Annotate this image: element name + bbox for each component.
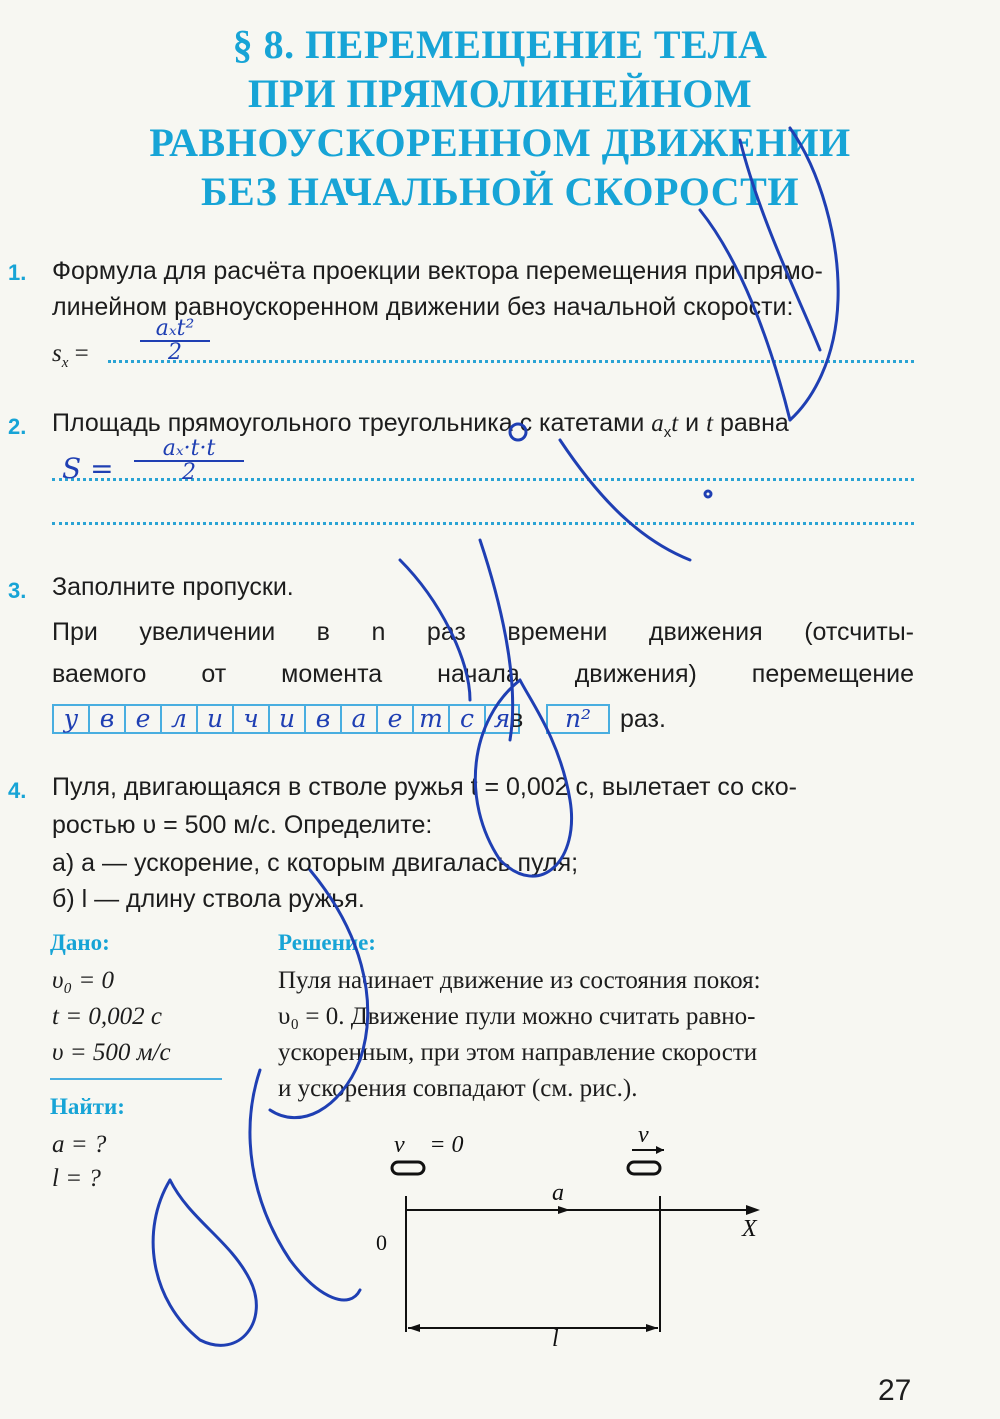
task-3-letter-cell[interactable]: е (376, 704, 412, 734)
find-2: l = ? (52, 1165, 101, 1192)
solution-line-4: и ускорения совпадают (см. рис.). (278, 1075, 638, 1102)
l-label: l (552, 1326, 559, 1352)
task-3-letter-cell[interactable]: и (268, 704, 304, 734)
task-3-letter-cell[interactable]: а (340, 704, 376, 734)
title-line-1: § 8. ПЕРЕМЕЩЕНИЕ ТЕЛА (232, 22, 768, 67)
solution-label: Решение: (278, 930, 376, 955)
solution-line-2: υ₀ = 0. Движение пули можно считать равно- (278, 1003, 756, 1030)
x-label: X (742, 1216, 757, 1242)
task-4-line-4: б) l — длину ствола ружья. (52, 885, 365, 913)
task-1-number: 1. (8, 260, 27, 285)
acceleration-arrow (558, 1206, 570, 1214)
task-3-word-end: раз. (620, 705, 666, 733)
task-1-handwritten-answer: aₓt² 2 (140, 318, 210, 364)
handwritten-scribble (153, 128, 838, 1345)
task-1-line-2: линейном равноускоренном движении без начальной скорости: (52, 293, 794, 321)
bullet-start-icon (392, 1162, 424, 1174)
v0-label: v⃗ = 0 (394, 1132, 464, 1158)
task-3-line-1: При увеличении в n раз времени движения (отсчиты- (52, 618, 914, 646)
task-2-handwritten-answer: aₓ·t·t 2 (134, 438, 244, 484)
v-label: v⃗ (638, 1122, 668, 1148)
task-4-line-2: ростью υ = 500 м/с. Определите: (52, 811, 433, 839)
task-3-letter-cell[interactable]: л (160, 704, 196, 734)
given-label: Дано: (50, 930, 110, 955)
title-line-3: РАВНОУСКОРЕННОМ ДВИЖЕНИИ (149, 120, 851, 165)
task-4-line-3: а) a — ускорение, с которым двигалась пуля; (52, 849, 579, 877)
given-3: υ = 500 м/с (52, 1039, 171, 1066)
task-3-word-in: в (510, 705, 524, 733)
find-label: Найти: (50, 1094, 125, 1119)
task-2-handwritten-left: S = (62, 452, 114, 485)
solution-line-3: ускоренным, при этом направление скорости (278, 1039, 758, 1066)
x-axis-arrow (746, 1205, 760, 1215)
zero-label: 0 (376, 1230, 387, 1255)
task-3-number: 3. (8, 578, 27, 603)
given-2: t = 0,002 с (52, 1003, 162, 1030)
title-line-2: ПРИ ПРЯМОЛИНЕЙНОМ (247, 71, 753, 116)
given-1: υ₀ = 0 (52, 967, 115, 994)
task-3-letter-cell[interactable]: в (304, 704, 340, 734)
bullet-end-icon (628, 1146, 664, 1174)
task-4-line-1: Пуля, двигающаяся в стволе ружья t = 0,002 с, вылетает со ско- (52, 773, 797, 801)
task-3-letter-cell[interactable]: в (88, 704, 124, 734)
page-number: 27 (878, 1374, 912, 1407)
task-1-label: $s_x$ = (52, 340, 89, 371)
solution-line-1: Пуля начинает движение из состояния покоя: (278, 967, 761, 994)
task-2-number: 2. (8, 414, 27, 439)
task-3-letter-cell[interactable]: ч (232, 704, 268, 734)
length-arrow-left (408, 1324, 420, 1332)
task-3-heading: Заполните пропуски. (52, 573, 294, 601)
title-line-4: БЕЗ НАЧАЛЬНОЙ СКОРОСТИ (201, 169, 799, 214)
find-1: a = ? (52, 1131, 107, 1158)
task-3-letter-cell[interactable]: с (448, 704, 484, 734)
task-3-letter-cell[interactable]: т (412, 704, 448, 734)
task-3-line-2: ваемого от момента начала движения) перемещение (52, 660, 914, 688)
task-4-number: 4. (8, 778, 27, 803)
task-2-line: Площадь прямоугольного треугольника с катетами $a_xt$ и t равна (52, 409, 789, 441)
task-3-power-cell[interactable]: n² (546, 704, 610, 734)
length-arrow-right (646, 1324, 658, 1332)
task-3-letter-cell[interactable]: е (124, 704, 160, 734)
a-label: a (552, 1180, 564, 1206)
task-3-letter-cell[interactable]: у (52, 704, 88, 734)
task-3-letter-cell[interactable]: и (196, 704, 232, 734)
task-3-letter-cell[interactable]: я (484, 704, 520, 734)
task-1-line-1: Формула для расчёта проекции вектора перемещения при прямо- (52, 257, 823, 285)
